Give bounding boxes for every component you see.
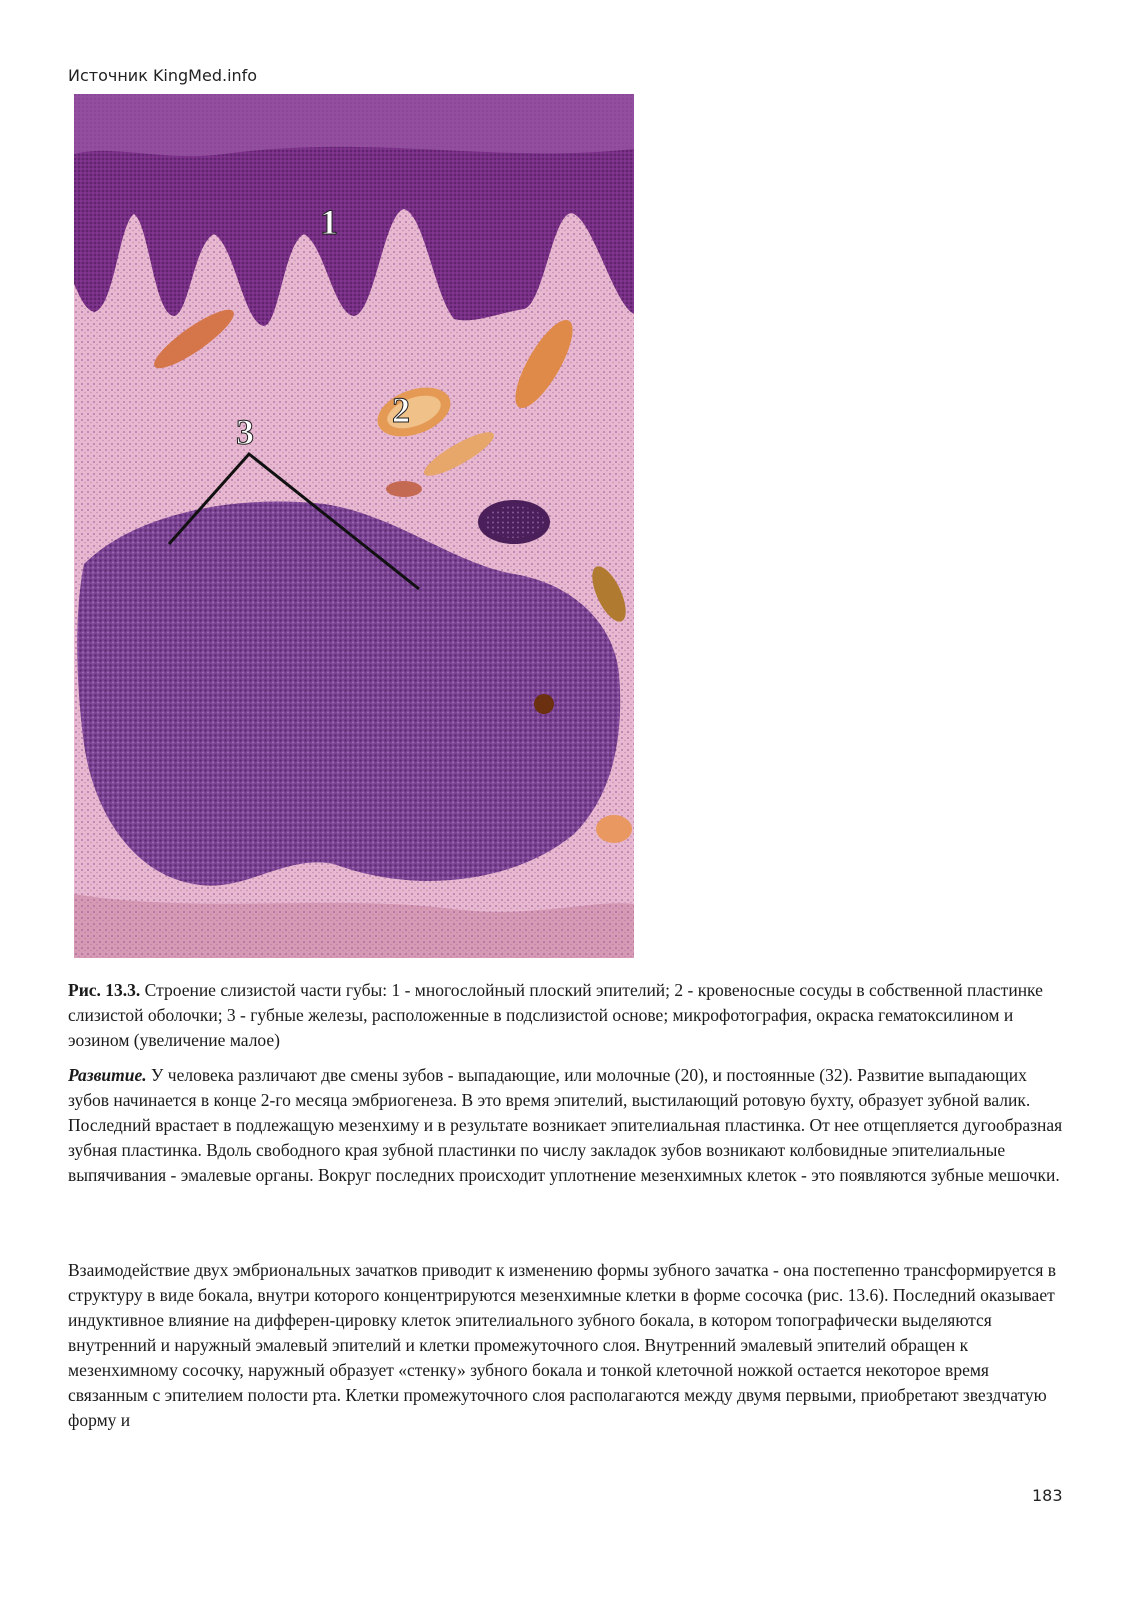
paragraph-text: Взаимодействие двух эмбриональных зачатков приводит к изменению формы зубного зачатка - она постепенно трансформируется в структуру в виде бокала, внутри которого концентрируются мезенхимные клетки в форме сосочка (рис. 13.6). Последний оказывает индуктивное влияние на дифферен-цировку клеток эпителиального зубного бокала, в котором топографически выделяются внутренний и наружный эмалевый эпителий и клетки промежуточного слоя. Внутренний эмалевый эпителий обращен к мезенхимному сосочку, наружный образует «стенку» зубного бокала и тонкой клеточной ножкой остается некоторое время связанным с эпителием полости рта. Клетки промежуточного слоя располагаются между двумя первыми, приобретают звездчатую форму и: [68, 1260, 1057, 1430]
paragraph-development: [68, 1063, 1068, 1188]
page-number: 183: [1032, 1486, 1063, 1505]
paragraph-interaction: [68, 1258, 1068, 1433]
label-epithelium: 1: [320, 202, 338, 242]
source-header: Источник KingMed.info: [68, 66, 258, 85]
label-glands: 3: [236, 412, 254, 452]
paragraph-text: У человека различают две смены зубов - выпадающие, или молочные (20), и постоянные (32). Развитие выпадающих зубов начинается в конце 2-го месяца эмбриогенеза. В это время эпителий, выстилающий ротовую бухту, образует зубной валик. Последний врастает в подлежащую мезенхиму и в результате возникает эпителиальная пластинка. От нее отщепляется дугообразная зубная пластинка. Вдоль свободного края зубной пластинки по числу закладок зубов возникают колбовидные эпителиальные выпячивания - эмалевые органы. Вокруг последних происходит уплотнение мезенхимных клеток - это появляются зубные мешочки.: [68, 1065, 1063, 1185]
caption-text: Строение слизистой части губы: 1 - многослойный плоский эпителий; 2 - кровеносные сосуды в собственной пластинке слизистой оболочки; 3 - губные железы, расположенные в подслизистой основе; микрофотография, окраска гематоксилином и эозином (увеличение малое): [68, 980, 1043, 1050]
micrograph-figure: [74, 94, 634, 958]
caption-label: Рис. 13.3.: [68, 980, 141, 1000]
figure-caption: [68, 978, 1068, 1053]
micrograph-image: [74, 94, 634, 958]
label-vessels: 2: [392, 390, 410, 430]
paragraph-lead: Развитие.: [68, 1065, 147, 1085]
